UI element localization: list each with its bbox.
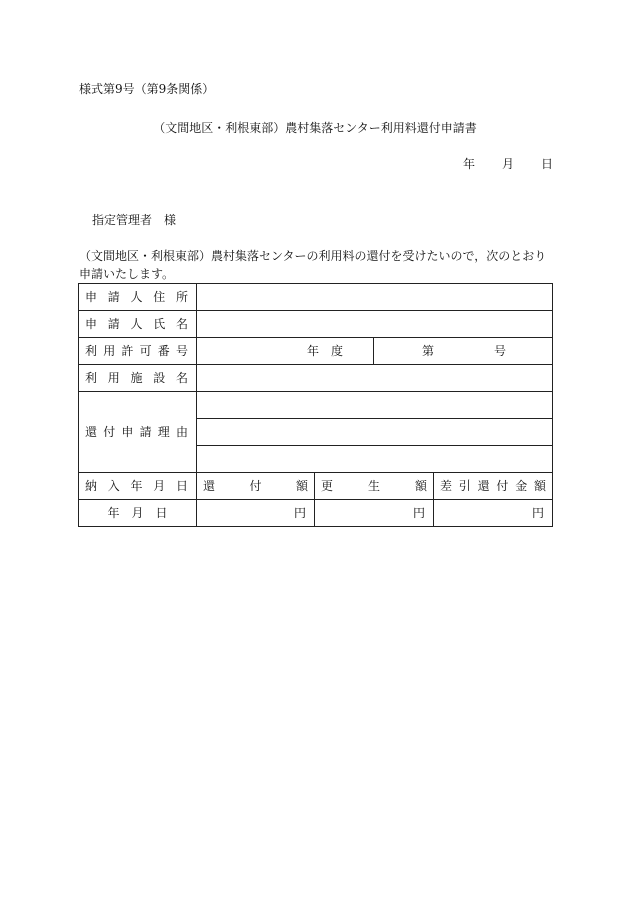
refund-yen-label: 円 xyxy=(293,506,306,520)
payment-date-input[interactable] xyxy=(79,500,197,527)
amount-header-row xyxy=(79,473,553,500)
amount-value-row xyxy=(79,500,553,527)
document-title: （文間地区・利根東部）農村集落センター利用料還付申請書 xyxy=(153,121,477,135)
payment-date-value: 年 月 日 xyxy=(107,506,168,520)
application-table xyxy=(78,283,553,527)
date-year-label: 年 xyxy=(463,157,476,171)
date-month-label: 月 xyxy=(502,157,515,171)
reason-row-1 xyxy=(79,392,553,419)
permit-year-input[interactable] xyxy=(197,338,374,365)
permit-row xyxy=(79,338,553,365)
form-number: 様式第9号（第9条関係） xyxy=(79,82,215,96)
address-label-chars: 申 請 人 住 所 xyxy=(85,290,188,304)
facility-input[interactable] xyxy=(197,365,553,392)
facility-label: 利 用 施 設 名 xyxy=(79,365,197,392)
permit-dai-label: 第 xyxy=(422,344,435,358)
name-input[interactable] xyxy=(197,311,553,338)
renewal-yen-label: 円 xyxy=(412,506,425,520)
address-input[interactable] xyxy=(197,284,553,311)
reason-input-line-3[interactable] xyxy=(197,446,553,473)
permit-year-label: 年 度 xyxy=(306,344,343,358)
permit-label: 利 用 許 可 番 号 xyxy=(79,338,197,365)
address-label xyxy=(79,284,197,311)
date-day-label: 日 xyxy=(541,157,554,171)
net-refund-yen-label: 円 xyxy=(532,506,545,520)
intro-text: （文間地区・利根東部）農村集落センターの利用料の還付を受けたいので，次のとおり申請いたします。 xyxy=(79,249,547,281)
reason-label: 還 付 申 請 理 由 xyxy=(79,392,197,473)
reason-input-line-2[interactable] xyxy=(197,419,553,446)
reason-input-line-1[interactable] xyxy=(197,392,553,419)
net-refund-input[interactable] xyxy=(434,500,553,527)
refund-amount-input[interactable] xyxy=(197,500,315,527)
refund-amount-label: 還 付 額 xyxy=(197,473,315,500)
name-row xyxy=(79,311,553,338)
renewal-amount-input[interactable] xyxy=(315,500,434,527)
renewal-amount-label: 更 生 額 xyxy=(315,473,434,500)
address-row xyxy=(79,284,553,311)
permit-number-input[interactable] xyxy=(374,338,553,365)
name-label: 申 請 人 氏 名 xyxy=(79,311,197,338)
permit-go-label: 号 xyxy=(494,344,507,358)
net-refund-label: 差 引 還 付 金 額 xyxy=(434,473,553,500)
facility-row xyxy=(79,365,553,392)
addressee: 指定管理者 様 xyxy=(92,213,177,227)
application-date[interactable] xyxy=(463,155,553,172)
payment-date-label: 納 入 年 月 日 xyxy=(79,473,197,500)
